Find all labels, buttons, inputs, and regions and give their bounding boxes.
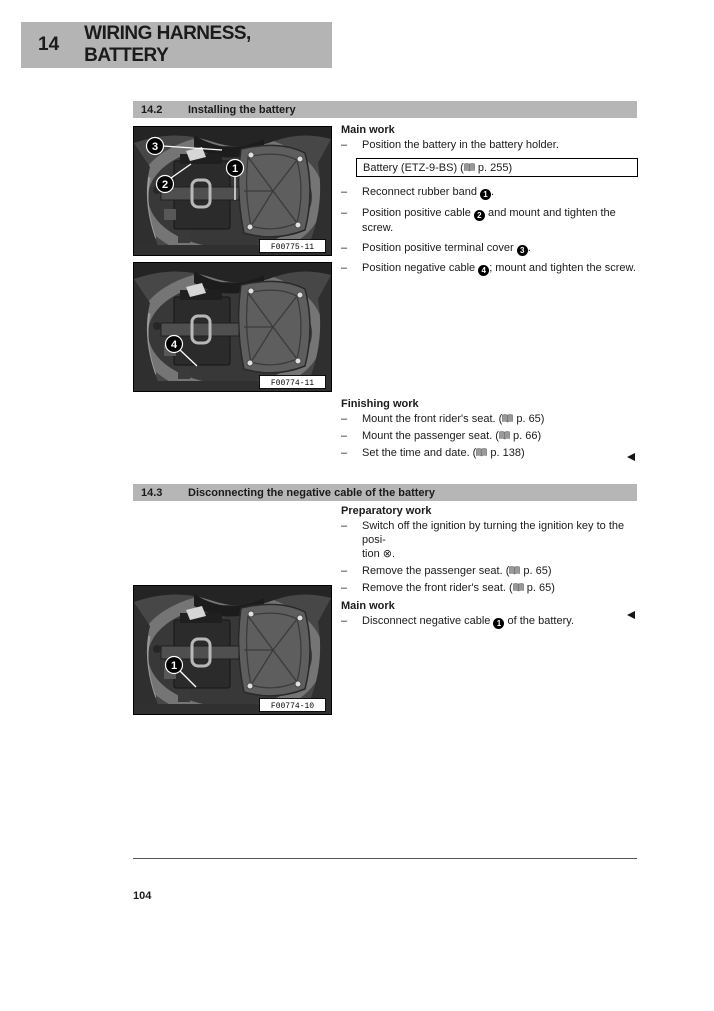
- instruction-text: Position the battery in the battery holder.: [362, 139, 559, 151]
- figure-label: [260, 699, 326, 712]
- subsection-heading: Finishing work: [341, 398, 419, 410]
- book-icon: [499, 431, 510, 440]
- instruction-text: Position positive cable 2 and mount and tighten the screw.: [362, 207, 616, 234]
- chapter-header: [21, 22, 332, 68]
- instruction-text: Reconnect rubber band 1 .: [362, 186, 495, 199]
- section-14-2-header: [133, 101, 637, 118]
- instruction-text: Mount the front rider's seat. ( p. 65): [362, 413, 545, 425]
- section-14-3-header: [133, 484, 637, 501]
- instruction-text: Position positive terminal cover 3 .: [362, 242, 531, 255]
- bullet-dash: –: [341, 413, 348, 425]
- callout-badge: [157, 176, 174, 193]
- instruction-item: [341, 446, 638, 460]
- instruction-item: [341, 261, 638, 276]
- instruction-item: [341, 429, 638, 443]
- book-icon: [509, 566, 520, 575]
- instruction-text: Remove the passenger seat. ( p. 65): [362, 565, 552, 577]
- bullet-dash: –: [341, 242, 348, 254]
- svg-text:1: 1: [231, 163, 239, 175]
- bullet-dash: –: [341, 520, 348, 532]
- callout-badge: [166, 657, 183, 674]
- finishing-work-block: [341, 397, 638, 463]
- svg-text:F00774-10: F00774-10: [270, 702, 315, 711]
- book-icon: [513, 583, 524, 592]
- bullet-dash: –: [341, 262, 348, 274]
- instruction-text: Remove the front rider's seat. ( p. 65): [362, 582, 555, 594]
- battery-compartment-photo: [134, 127, 331, 255]
- subsection-heading: Preparatory work: [341, 505, 432, 517]
- bullet-dash: –: [341, 430, 348, 442]
- instruction-item: [341, 564, 638, 578]
- ignition-off-icon: ⊗: [382, 548, 393, 560]
- battery-compartment-photo: [134, 586, 331, 714]
- svg-text:4: 4: [170, 339, 178, 351]
- figure-label: [260, 240, 326, 253]
- bullet-dash: –: [341, 207, 348, 219]
- negative-cable-block: [341, 261, 638, 282]
- bullet-dash: –: [341, 582, 348, 594]
- instruction-item: [341, 614, 638, 629]
- chapter-number: 14: [38, 34, 60, 55]
- instruction-text: Mount the passenger seat. ( p. 66): [362, 430, 542, 442]
- callout-badge: [147, 138, 164, 155]
- end-of-procedure-marker-icon: [627, 611, 635, 619]
- svg-text:2: 2: [161, 179, 169, 191]
- bullet-dash: –: [341, 139, 348, 151]
- section-title: Disconnecting the negative cable of the battery: [188, 486, 435, 499]
- footer-divider: [133, 858, 637, 859]
- svg-text:F00775-11: F00775-11: [270, 243, 315, 252]
- bullet-dash: –: [341, 186, 348, 198]
- bullet-dash: –: [341, 565, 348, 577]
- callout-badge: 4: [478, 265, 489, 276]
- instruction-text: Set the time and date. ( p. 138): [362, 447, 525, 459]
- callout-badge: 3: [517, 245, 528, 256]
- instruction-item: [341, 519, 638, 561]
- book-icon: [502, 414, 513, 423]
- spec-box-battery: Battery (ETZ-9-BS) ( p. 255): [356, 158, 638, 177]
- battery-compartment-photo: [134, 263, 331, 391]
- subsection-heading: Main work: [341, 600, 395, 612]
- instruction-text: Switch off the ignition by turning the ignition key to the posi- tion ⊗.: [362, 520, 625, 560]
- callout-badge: 1: [480, 189, 491, 200]
- svg-text:1: 1: [170, 660, 178, 672]
- section-title: Installing the battery: [188, 103, 296, 116]
- section-number: 14.3: [141, 486, 163, 499]
- book-icon: [476, 448, 487, 457]
- instruction-item: [341, 206, 638, 235]
- instruction-item: [341, 138, 638, 152]
- bullet-dash: –: [341, 447, 348, 459]
- subsection-heading: Main work: [341, 124, 395, 136]
- figure-battery-install-top: [133, 126, 332, 256]
- figure-label: [260, 376, 326, 389]
- book-icon: [464, 163, 475, 172]
- svg-text:F00774-11: F00774-11: [270, 379, 315, 388]
- callout-badge: 2: [474, 210, 485, 221]
- main-work-block: [341, 123, 638, 262]
- figure-battery-install-bottom: [133, 262, 332, 392]
- instruction-item: [341, 412, 638, 426]
- end-of-procedure-marker-icon: [627, 453, 635, 461]
- disconnect-block: [341, 504, 638, 635]
- callout-badge: 1: [493, 618, 504, 629]
- instruction-item: [341, 581, 638, 595]
- svg-text:3: 3: [151, 141, 159, 153]
- page-number: 104: [133, 890, 152, 902]
- section-number: 14.2: [141, 103, 163, 116]
- instruction-text: Disconnect negative cable 1 of the battery.: [362, 615, 574, 628]
- instruction-text: Position negative cable 4 ; mount and tighten the screw.: [362, 262, 636, 275]
- chapter-title: WIRING HARNESS, BATTERY: [84, 23, 251, 66]
- figure-battery-disconnect: [133, 585, 332, 715]
- callout-badge: [227, 160, 244, 177]
- instruction-item: [341, 185, 638, 200]
- instruction-item: [341, 241, 638, 256]
- bullet-dash: –: [341, 615, 348, 627]
- callout-badge: [166, 336, 183, 353]
